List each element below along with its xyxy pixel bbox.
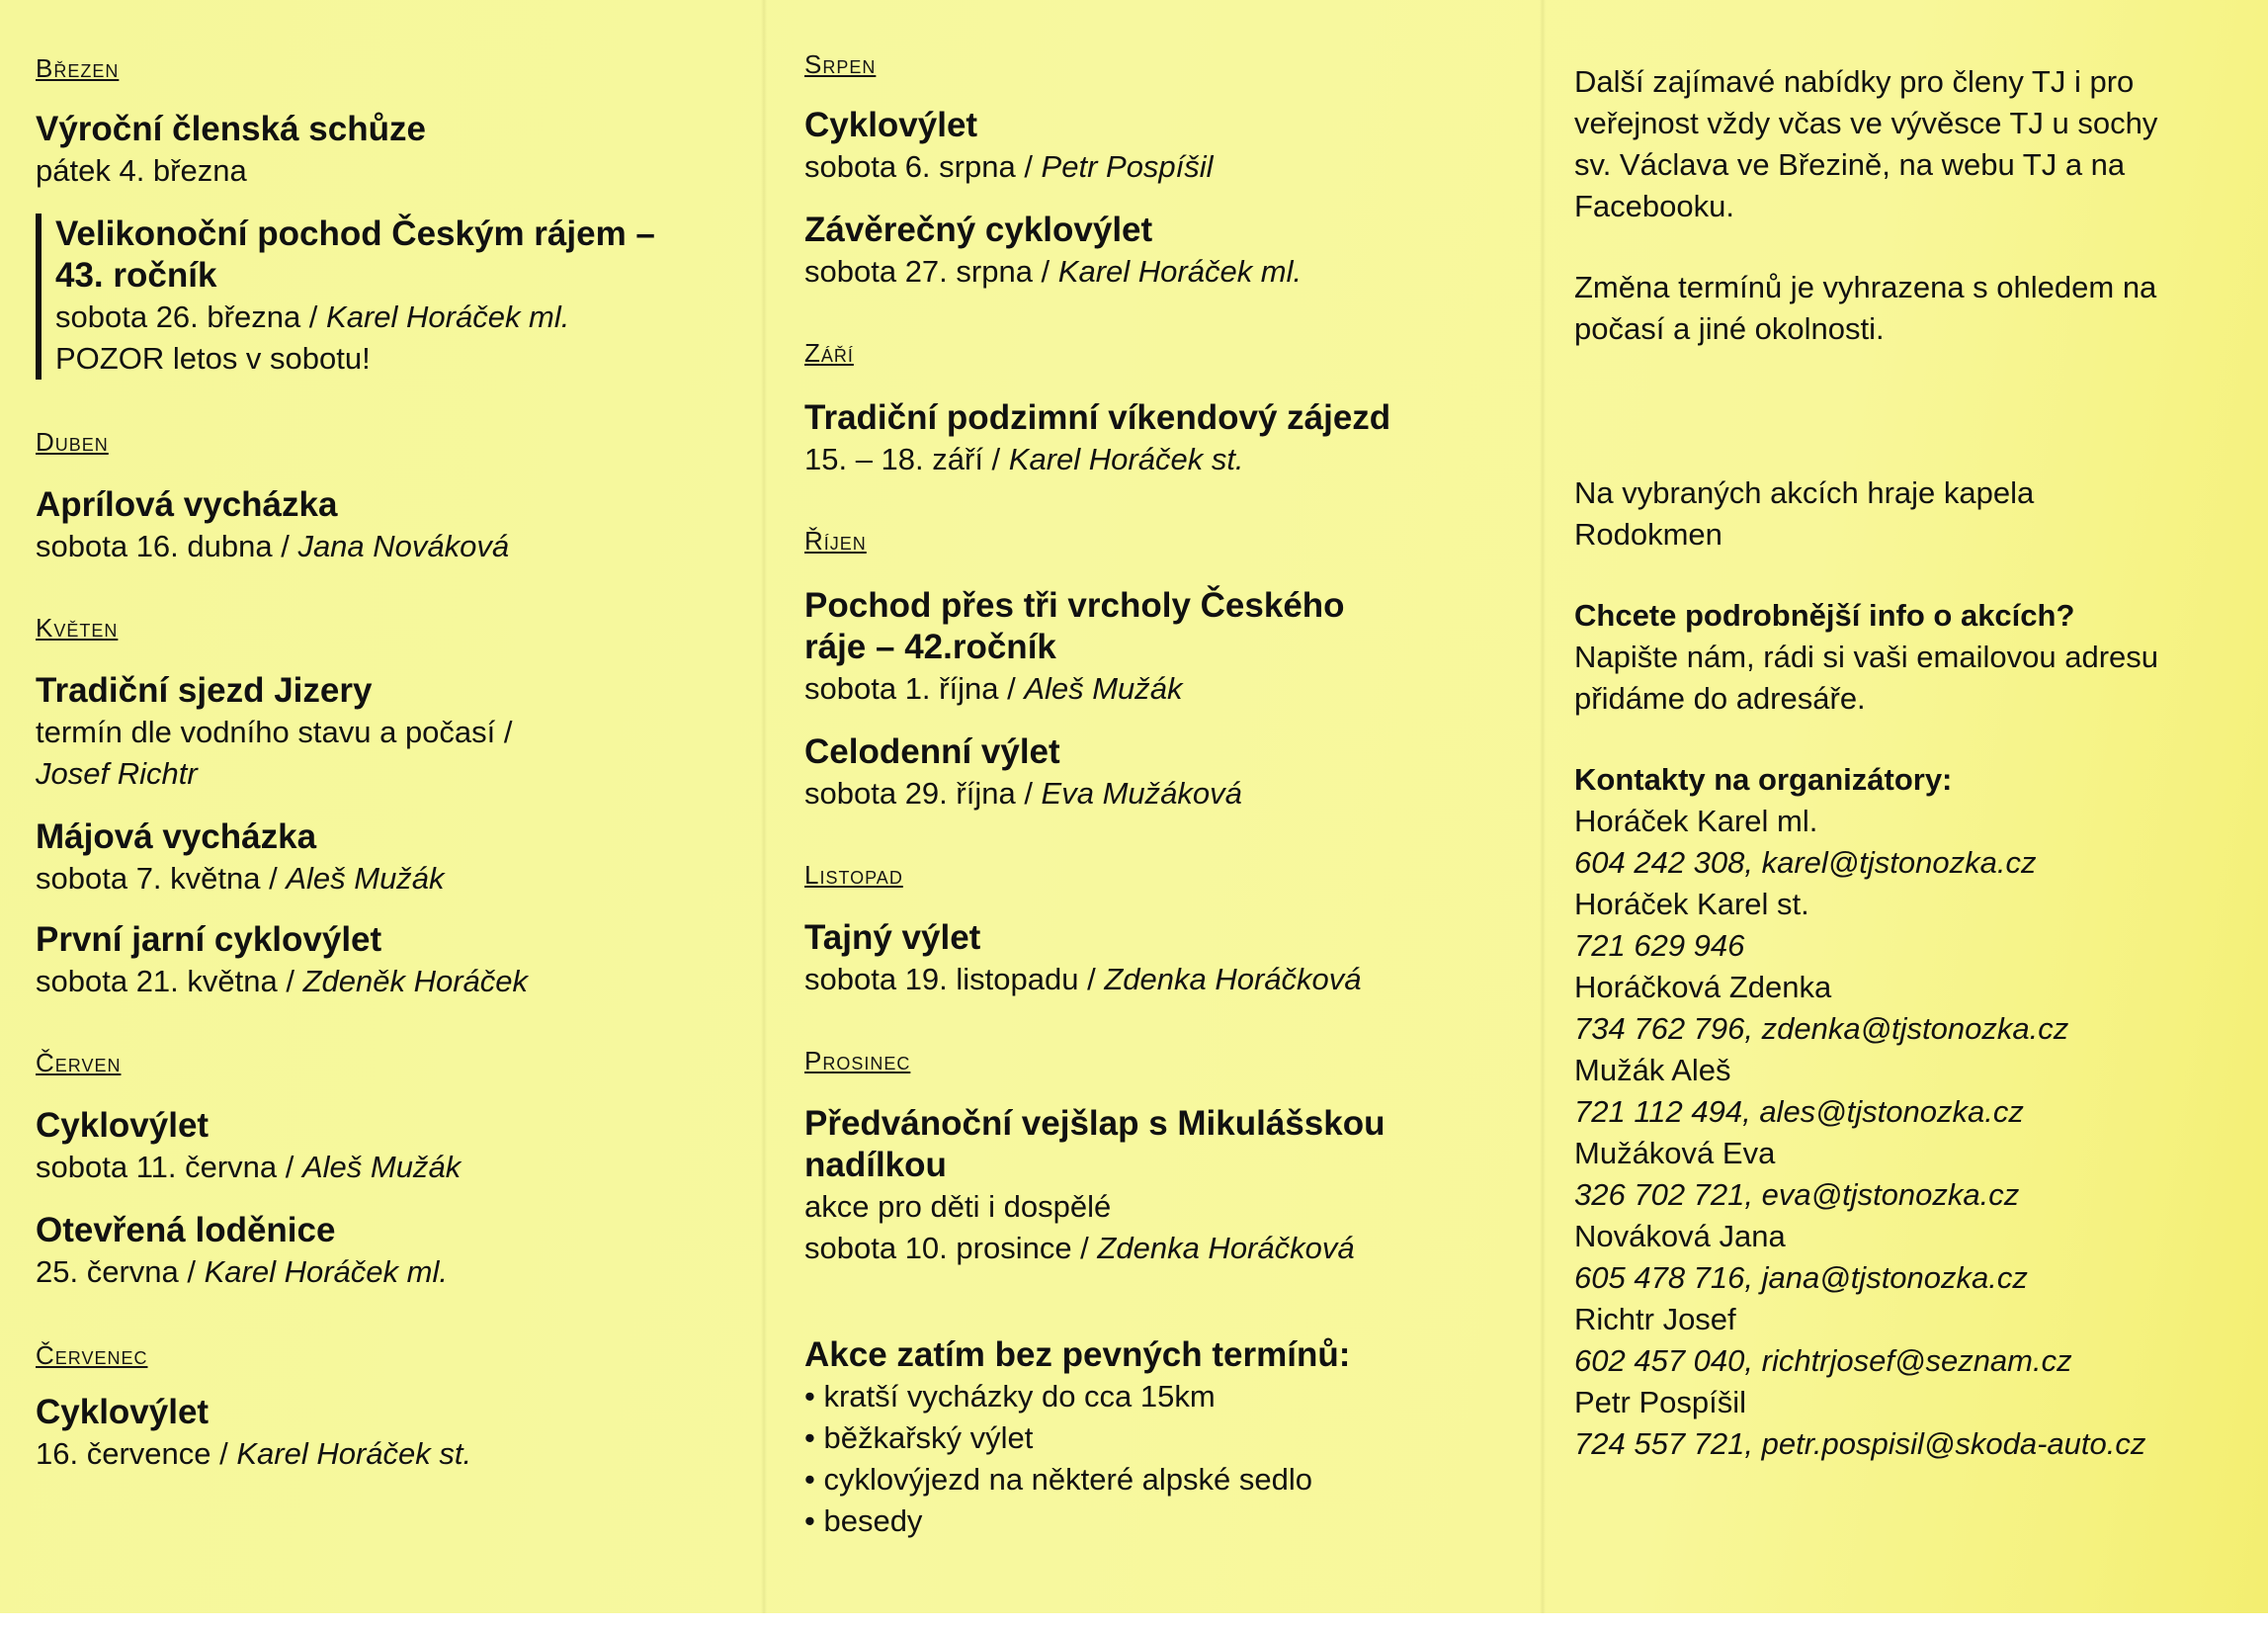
- text-line: Změna termínů je vyhrazena s ohledem na: [1574, 270, 2157, 304]
- month-heading-prosinec: Prosinec: [804, 1046, 911, 1075]
- event-date: [804, 668, 1345, 710]
- event-organizer: Jana Nováková: [297, 529, 510, 563]
- text-line: Na vybraných akcích hraje kapela: [1574, 475, 2035, 510]
- event-celodenni-vylet: [804, 731, 1242, 814]
- text-line: počasí a jiné okolnosti.: [1574, 311, 1885, 346]
- event-date-text: 25. června /: [36, 1254, 205, 1289]
- month-heading-duben: Duben: [36, 427, 109, 457]
- event-date: [804, 959, 1362, 1000]
- contact-detail: 721 112 494, ales@tjstonozka.cz: [1574, 1094, 2024, 1129]
- event-organizer: Karel Horáček ml.: [204, 1254, 448, 1289]
- event-cyklovylet-cervenec: [36, 1392, 471, 1475]
- event-date: [804, 251, 1302, 293]
- event-title: Celodenní výlet: [804, 732, 1060, 771]
- contact-detail: 604 242 308, karel@tjstonozka.cz: [1574, 845, 2037, 880]
- undated-events: [804, 1334, 1350, 1542]
- contact-name: Petr Pospíšil: [1574, 1385, 1747, 1419]
- event-vyrocni-schuze: [36, 109, 426, 192]
- event-date-text: sobota 27. srpna /: [804, 254, 1058, 289]
- event-prvni-cyklovylet: [36, 919, 528, 1002]
- event-title: Tajný výlet: [804, 918, 981, 957]
- month-heading-cerven: Červen: [36, 1048, 122, 1077]
- month-heading-listopad: Listopad: [804, 860, 903, 890]
- event-date: [36, 1251, 448, 1293]
- event-title: Cyklovýlet: [36, 1393, 210, 1431]
- event-cyklovylet-srpen: [804, 105, 1214, 188]
- contacts-title: Kontakty na organizátory:: [1574, 762, 1953, 797]
- event-pochod-tri-vrcholy: [804, 585, 1345, 710]
- event-date-text: 15. – 18. září /: [804, 442, 1009, 476]
- month-heading-brezen: Březen: [36, 53, 120, 83]
- event-title: Aprílová vycházka: [36, 485, 338, 524]
- event-title: První jarní cyklovýlet: [36, 920, 382, 959]
- event-date: pátek 4. března: [36, 153, 247, 188]
- event-date-text: sobota 26. března /: [55, 300, 327, 334]
- text-line: Facebooku.: [1574, 189, 1734, 223]
- contact-detail: 734 762 796, zdenka@tjstonozka.cz: [1574, 1011, 2069, 1046]
- contact-detail: 721 629 946: [1574, 928, 1745, 963]
- month-heading-kveten: Květen: [36, 613, 119, 643]
- month-heading-rijen: Říjen: [804, 526, 867, 556]
- event-title: Otevřená loděnice: [36, 1211, 336, 1249]
- fold-line: [1540, 0, 1546, 1613]
- text-line: sv. Václava ve Březině, na webu TJ a na: [1574, 147, 2126, 182]
- event-organizer: Eva Mužáková: [1041, 776, 1242, 811]
- event-title: Cyklovýlet: [36, 1106, 210, 1145]
- list-item: • besedy: [804, 1500, 1350, 1542]
- fold-line: [761, 0, 767, 1613]
- month-heading-cervenec: Červenec: [36, 1340, 148, 1370]
- event-otevrena-lodenice: [36, 1210, 448, 1293]
- undated-events-title: Akce zatím bez pevných termínů:: [804, 1335, 1351, 1374]
- band-note: [1574, 472, 2034, 556]
- event-organizer: Zdeněk Horáček: [302, 964, 529, 998]
- text-line: veřejnost vždy včas ve vývěsce TJ u sochy: [1574, 106, 2158, 140]
- list-item: • cyklovýjezd na některé alpské sedlo: [804, 1459, 1350, 1500]
- event-date: termín dle vodního stavu a počasí /: [36, 715, 513, 749]
- event-date-text: sobota 6. srpna /: [804, 149, 1042, 184]
- event-predvanocni-vejslap: [804, 1103, 1385, 1269]
- text-line: Rodokmen: [1574, 517, 1722, 552]
- event-date: [804, 1228, 1385, 1269]
- event-title: nadílkou: [804, 1146, 947, 1184]
- contact-detail: 724 557 721, petr.pospisil@skoda-auto.cz: [1574, 1426, 2146, 1461]
- event-tajny-vylet: [804, 917, 1362, 1000]
- event-organizer: Karel Horáček ml.: [1057, 254, 1302, 289]
- event-date: [36, 1433, 471, 1475]
- contact-name: Horáčková Zdenka: [1574, 970, 1832, 1004]
- event-aprilova-vychazka: [36, 484, 509, 567]
- event-cyklovylet-cerven: [36, 1105, 461, 1188]
- event-date-text: sobota 10. prosince /: [804, 1231, 1098, 1265]
- event-organizer: Aleš Mužák: [1024, 671, 1183, 706]
- event-title: 43. ročník: [55, 256, 217, 295]
- event-date-text: 16. července /: [36, 1436, 237, 1471]
- event-vikendovy-zajezd: [804, 397, 1390, 480]
- event-organizer: Karel Horáček st.: [1008, 442, 1244, 476]
- event-organizer: Zdenka Horáčková: [1104, 962, 1362, 996]
- event-organizer: Aleš Mužák: [301, 1150, 462, 1184]
- info-request-title: Chcete podrobnější info o akcích?: [1574, 598, 2075, 633]
- event-organizer: Karel Horáček ml.: [326, 300, 570, 334]
- event-date-text: sobota 11. června /: [36, 1150, 302, 1184]
- contact-name: Nováková Jana: [1574, 1219, 1786, 1253]
- month-heading-zari: Září: [804, 338, 854, 368]
- event-organizer: Zdenka Horáčková: [1097, 1231, 1355, 1265]
- contact-name: Richtr Josef: [1574, 1302, 1736, 1336]
- event-title: Předvánoční vejšlap s Mikulášskou: [804, 1104, 1386, 1143]
- list-item: • běžkařský výlet: [804, 1417, 1350, 1459]
- event-title: Pochod přes tři vrcholy Českého: [804, 586, 1345, 625]
- contact-name: Horáček Karel st.: [1574, 887, 1809, 921]
- text-line: přidáme do adresáře.: [1574, 681, 1866, 716]
- month-heading-srpen: Srpen: [804, 49, 877, 79]
- list-item: • kratší vycházky do cca 15km: [804, 1376, 1350, 1417]
- contact-name: Mužáková Eva: [1574, 1136, 1776, 1170]
- info-request: [1574, 595, 2158, 720]
- event-title: ráje – 42.ročník: [804, 628, 1056, 666]
- event-organizer: Petr Pospíšil: [1041, 149, 1214, 184]
- event-date-text: sobota 16. dubna /: [36, 529, 298, 563]
- event-organizer: Karel Horáček st.: [236, 1436, 472, 1471]
- event-date: [36, 858, 445, 900]
- contact-name: Horáček Karel ml.: [1574, 804, 1818, 838]
- event-date: [36, 526, 509, 567]
- event-date: [36, 1147, 461, 1188]
- event-sjezd-jizery: [36, 670, 513, 795]
- event-title: Tradiční sjezd Jizery: [36, 671, 373, 710]
- event-title: Cyklovýlet: [804, 106, 978, 144]
- event-zaverecny-cyklovylet: [804, 210, 1302, 293]
- event-date-text: sobota 19. listopadu /: [804, 962, 1105, 996]
- event-title: Májová vycházka: [36, 817, 317, 856]
- info-paragraph: [1574, 61, 2157, 227]
- event-date: [804, 146, 1214, 188]
- event-date: [804, 439, 1390, 480]
- event-title: Závěrečný cyklovýlet: [804, 211, 1153, 249]
- contact-name: Mužák Aleš: [1574, 1053, 1731, 1087]
- event-velikonocni-pochod: [36, 214, 655, 380]
- contact-detail: 605 478 716, jana@tjstonozka.cz: [1574, 1260, 2028, 1295]
- event-date: [36, 961, 528, 1002]
- text-line: Další zajímavé nabídky pro členy TJ i pro: [1574, 64, 2135, 99]
- event-title: Velikonoční pochod Českým rájem –: [55, 214, 655, 253]
- undated-events-list: [804, 1376, 1350, 1542]
- event-majova-vychazka: [36, 816, 445, 900]
- event-date: [55, 297, 655, 338]
- text-line: Napište nám, rádi si vaši emailovou adresu: [1574, 640, 2158, 674]
- event-date-text: sobota 1. října /: [804, 671, 1025, 706]
- contact-detail: 326 702 721, eva@tjstonozka.cz: [1574, 1177, 2020, 1212]
- contacts: [1574, 759, 2145, 1465]
- event-date-text: sobota 29. října /: [804, 776, 1042, 811]
- event-title: Výroční členská schůze: [36, 110, 426, 148]
- event-date-text: sobota 21. května /: [36, 964, 303, 998]
- event-date: [804, 773, 1242, 814]
- contact-detail: 602 457 040, richtrjosef@seznam.cz: [1574, 1343, 2072, 1378]
- schedule-change-note: [1574, 267, 2156, 350]
- event-date-text: sobota 7. května /: [36, 861, 287, 896]
- event-organizer: Aleš Mužák: [286, 861, 445, 896]
- event-title: Tradiční podzimní víkendový zájezd: [804, 398, 1391, 437]
- event-note: akce pro děti i dospělé: [804, 1189, 1112, 1224]
- event-organizer: Josef Richtr: [36, 756, 198, 791]
- event-note: POZOR letos v sobotu!: [55, 341, 371, 376]
